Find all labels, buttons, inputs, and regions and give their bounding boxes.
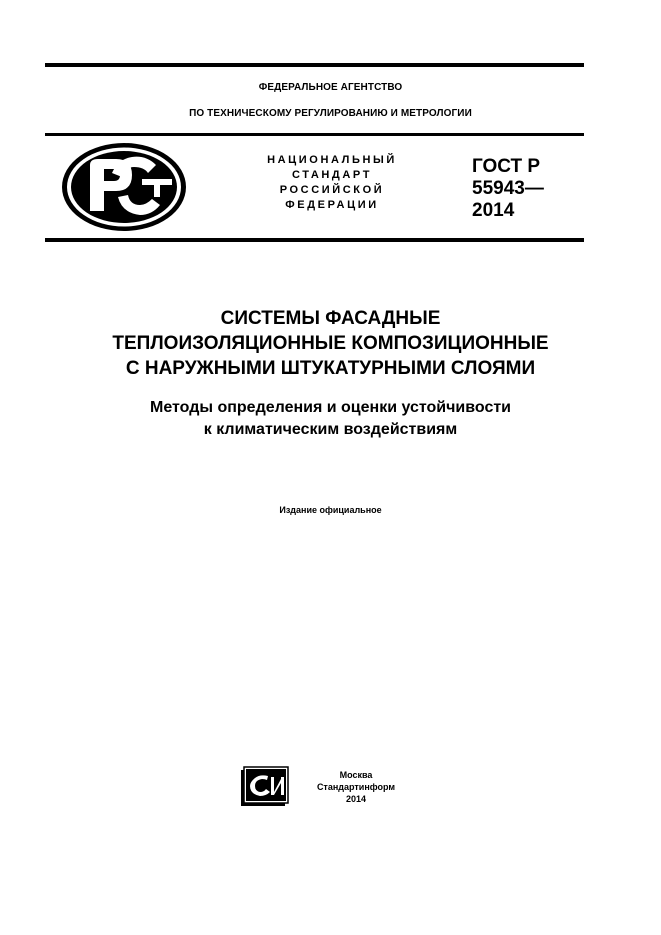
designation-line: 55943— — [472, 178, 544, 199]
rst-certification-mark-icon — [60, 141, 188, 233]
header-rule — [45, 133, 584, 136]
standard-designation — [472, 156, 544, 222]
agency-line-2: ПО ТЕХНИЧЕСКОМУ РЕГУЛИРОВАНИЮ И МЕТРОЛОГИИ — [189, 108, 472, 119]
national-standard-label — [232, 153, 432, 213]
standartinform-logo-icon — [238, 764, 298, 809]
document-title — [0, 306, 661, 381]
publisher-block — [296, 769, 416, 805]
top-rule — [45, 63, 584, 67]
designation-line: 2014 — [472, 200, 515, 221]
national-standard-line: СТАНДАРТ — [291, 169, 373, 181]
document-subtitle — [0, 397, 661, 441]
national-standard-line: ФЕДЕРАЦИИ — [285, 199, 379, 211]
title-line: СИСТЕМЫ ФАСАДНЫЕ — [220, 308, 441, 329]
title-line: ТЕПЛОИЗОЛЯЦИОННЫЕ КОМПОЗИЦИОННЫЕ — [112, 333, 549, 354]
subtitle-line: Методы определения и оценки устойчивости — [149, 399, 512, 416]
national-standard-line: РОССИЙСКОЙ — [279, 184, 385, 196]
publisher-year: 2014 — [345, 794, 367, 804]
bottom-header-rule — [45, 238, 584, 242]
edition-label: Издание официальное — [279, 505, 382, 515]
designation-line: ГОСТ Р — [472, 156, 541, 177]
agency-line-1: ФЕДЕРАЛЬНОЕ АГЕНТСТВО — [258, 82, 403, 93]
title-line: С НАРУЖНЫМИ ШТУКАТУРНЫМИ СЛОЯМИ — [125, 358, 536, 379]
publisher-city: Москва — [339, 770, 373, 780]
subtitle-line: к климатическим воздействиям — [203, 421, 458, 438]
national-standard-line: НАЦИОНАЛЬНЫЙ — [267, 154, 397, 166]
publisher-name: Стандартинформ — [316, 782, 396, 792]
